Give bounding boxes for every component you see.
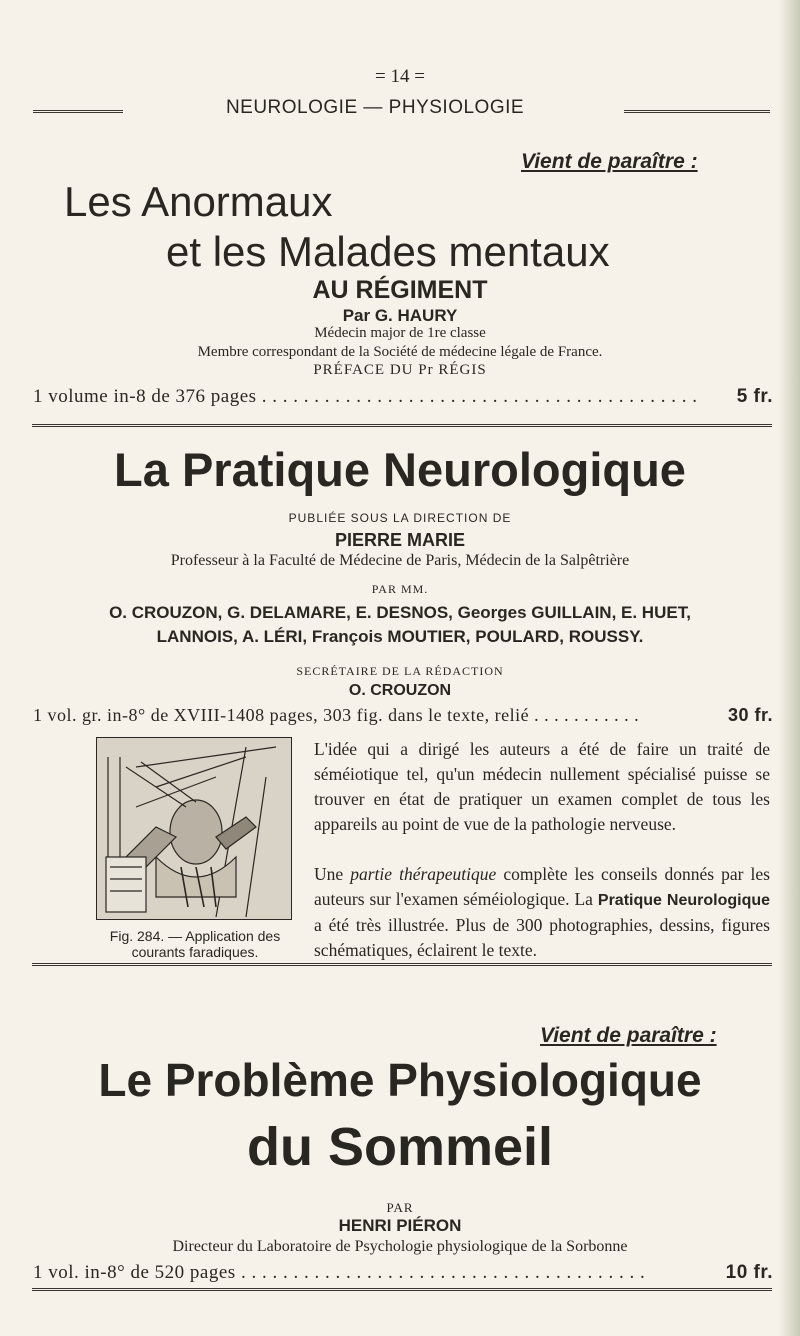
book2-price: 30 fr. — [727, 705, 773, 725]
book1-role-2: Membre correspondant de la Société de médecine légale de France. — [197, 344, 603, 360]
book1-role-1: Médecin major de 1re classe — [314, 325, 486, 341]
paragraph-2-pre: Une — [314, 864, 344, 884]
book2-volume-line: 1 vol. gr. in-8° de XVIII-1408 pages, 303 fig. dans le texte, relié . . . . . . . . . . . 30 fr. — [33, 705, 773, 725]
book3-volume: 1 vol. in-8° de 520 pages — [33, 1262, 236, 1283]
book1-tag: Vient de paraître : — [521, 150, 698, 173]
figure-illustration — [96, 737, 292, 920]
book2-paragraph-2 — [314, 862, 770, 963]
book1-price: 5 fr. — [736, 386, 773, 407]
section-title: NEUROLOGIE — PHYSIOLOGIE — [225, 97, 525, 118]
paragraph-2-italic: partie thérapeutique — [350, 864, 497, 884]
book2-volume: 1 vol. gr. in-8° de XVIII-1408 pages, 303 fig. dans le texte, relié — [33, 705, 530, 725]
book2-title: La Pratique Neurologique — [114, 443, 686, 496]
book1-title-2: et les Malades mentaux — [166, 228, 610, 275]
book1-author: Par G. HAURY — [342, 306, 458, 325]
divider-2 — [32, 963, 772, 966]
figure-caption: Fig. 284. — Application des courants faradiques. — [109, 928, 281, 960]
book2-par: PAR MM. — [371, 582, 429, 596]
book1-title-3: AU RÉGIMENT — [312, 276, 488, 304]
paragraph-2-bold: Pratique Neurologique — [597, 892, 771, 909]
book3-role: Directeur du Laboratoire de Psychologie physiologique de la Sorbonne — [172, 1238, 628, 1255]
paragraph-2-post: a été très illustrée. Plus de 300 photographies, dessins, figures schématiques, éclairent le texte. — [314, 915, 770, 960]
book2-direction: PUBLIÉE SOUS LA DIRECTION DE — [288, 511, 512, 525]
divider-1 — [32, 424, 772, 427]
page-number: = 14 = — [375, 66, 425, 87]
book2-paragraph-1 — [314, 737, 770, 837]
book3-volume-line: 1 vol. in-8° de 520 pages . . . . . . . . . . . . . . . . . . . . . . . . . . . . . . . . . . . . . . . 10 fr. — [33, 1262, 773, 1283]
paragraph-1-text: L'idée qui a dirigé les auteurs a été de faire un traité de séméiotique tel, qu'un médecin nullement spécialisé puisse se trouver en état de pratiquer un examen complet de tous les appareils au point de vue de la pathologie nerveuse. — [314, 739, 770, 834]
book3-title-2: du Sommeil — [246, 1117, 554, 1177]
book2-authors-2: LANNOIS, A. LÉRI, François MOUTIER, POULARD, ROUSSY. — [156, 627, 644, 646]
header-rule-left — [33, 110, 123, 113]
header-rule-right — [624, 110, 770, 113]
book2-director-role: Professeur à la Faculté de Médecine de Paris, Médecin de la Salpêtrière — [170, 552, 630, 569]
book3-par: PAR — [386, 1200, 414, 1215]
book3-author: HENRI PIÉRON — [338, 1216, 462, 1235]
book3-tag: Vient de paraître : — [540, 1024, 717, 1047]
paragraph-2-mid: complète les conseils donnés par les auteurs sur l'examen séméiologique. La — [314, 864, 770, 909]
book2-authors-1: O. CROUZON, G. DELAMARE, E. DESNOS, Georges GUILLAIN, E. HUET, — [109, 603, 691, 622]
faradic-current-illustration — [96, 737, 292, 920]
divider-3 — [32, 1288, 772, 1291]
book2-director: PIERRE MARIE — [334, 530, 466, 550]
book2-secretary-label: SECRÉTAIRE DE LA RÉDACTION — [296, 664, 504, 678]
book1-preface: PRÉFACE DU Pr RÉGIS — [313, 362, 487, 378]
book1-title-1: Les Anormaux — [64, 178, 333, 225]
book2-secretary: O. CROUZON — [348, 682, 452, 699]
book3-title-1: Le Problème Physiologique — [98, 1054, 702, 1106]
book1-volume: 1 volume in-8 de 376 pages — [33, 386, 257, 407]
book1-volume-line: 1 volume in-8 de 376 pages . . . . . . . . . . . . . . . . . . . . . . . . . . . . . . . . . . . . . . . . . . 5 fr. — [33, 386, 773, 407]
book3-price: 10 fr. — [725, 1262, 773, 1283]
